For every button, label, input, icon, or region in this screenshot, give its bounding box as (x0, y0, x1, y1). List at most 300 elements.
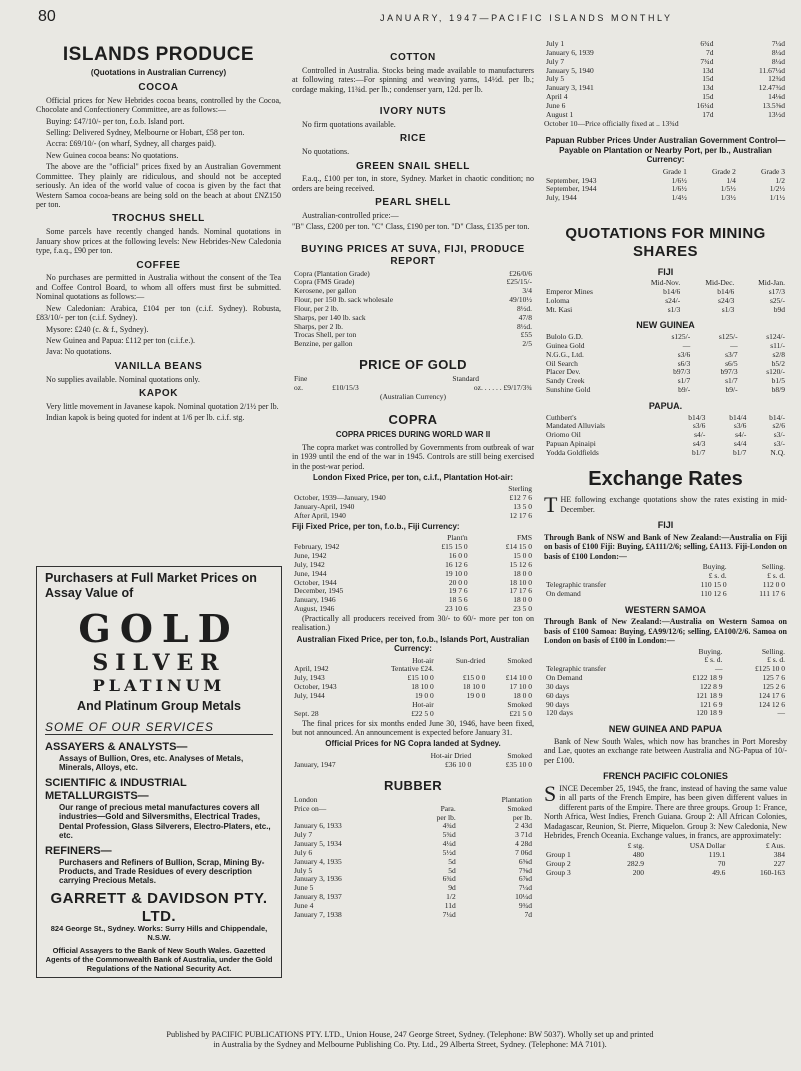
row-value: — (730, 340, 738, 350)
row-value: 5d (448, 865, 456, 875)
row-label: August, 1946 (294, 604, 335, 614)
ad-silver: SILVER (92, 650, 226, 677)
vanilla-heading: VANILLA BEANS (114, 360, 203, 372)
row-label: January 6, 1933 (294, 821, 342, 831)
pearl-classes: "B" Class, £200 per ton. "C" Class, £190 per ton. "D" Class, £135 per ton. (292, 222, 530, 232)
running-head: JANUARY, 1947—PACIFIC ISLANDS MONTHLY (380, 13, 673, 23)
fiji-copra-row (292, 543, 534, 552)
row-value: 9¾d (518, 901, 532, 910)
row-value: 8½d. (517, 303, 532, 313)
trochus-text: Some parcels have recently changed hands. Nominal quotations in January show prices at the following levels: New Hebrides-New Caledonia type, f.a.q., £90 per ton. (36, 227, 281, 256)
row-value: 23 10 6 (445, 604, 468, 614)
row-value: 9d (448, 883, 456, 893)
row-value: b5/2 (771, 358, 785, 368)
papuan-col-grade2: Grade 2 (711, 166, 736, 176)
row-label: July 7 (294, 830, 313, 840)
cocoa-text: Official prices for New Hebrides cocoa beans, controlled by the Cocoa, Chocolate and Confectionery Committee, are as follows:— (36, 95, 281, 115)
copra-text: The copra market was controlled by Governments from outbreak of war in 1939 until the end of the war in 1945. Controls are still being exercised in the post-war period. (292, 442, 534, 471)
row-label: Guinea Gold (546, 340, 585, 350)
row-label: After April, 1940 (294, 511, 346, 521)
row-value: 17d (702, 109, 714, 119)
row-label: Sharps, per 140 lb. sack (294, 312, 366, 322)
row-value: s17/3 (768, 286, 785, 296)
row-value: s25/- (770, 295, 785, 305)
aus-row2-hotair: £22 5 0 (411, 708, 434, 718)
row-value: N.Q. (770, 447, 785, 457)
coffee-mysore: Mysore: £240 (c. & f., Sydney). (46, 324, 149, 334)
row-value: b1/5 (771, 376, 785, 386)
row-value: £14 10 0 (505, 673, 532, 683)
franc-group-row (544, 860, 787, 869)
row-label: N.G.G., Ltd. (546, 349, 584, 359)
pearl-heading: PEARL SHELL (375, 197, 451, 209)
rubber-row (544, 102, 787, 111)
row-value: 120 18 9 (696, 708, 723, 718)
row-value: 14⅛d (768, 92, 785, 102)
row-value: 5½d (442, 847, 456, 857)
row-value: s1/3 (667, 304, 681, 314)
row-value: b14/6 (663, 286, 681, 296)
row-value: 7 06d (515, 847, 532, 857)
ex-fiji-units-buying: £ s. d. (708, 571, 727, 581)
page-header (0, 0, 801, 28)
rice-text: No quotations. (302, 147, 350, 157)
ng-copra-head: Official Prices for NG Copra landed at Sydney. (325, 739, 501, 749)
gold-standard-label: Standard (452, 374, 480, 384)
row-label: Mt. Kasi (546, 304, 573, 314)
ex-fpc-text: INCE December 25, 1945, the franc, instead of having the same value in all parts of the French Empire, has been given different values in different parts of the Empire. There are three groups. Group 1: France, North Africa, West Indies, French Guiana. Group 2: All African Colonies, Madagascar, Reunion, St. Pierre, Miquelon. Group 3: New Caledonia, New Hebrides, French Oceania. Exchange values, in francs, are approximately: (544, 783, 787, 840)
gold-fine-oz: oz. (294, 383, 303, 393)
ad-metallurgists-text: Our range of precious metal manufactures covers all industries—Gold and Silversmiths, Electrical Trades, Dental Profession, Glass Silverers, Electro-Platers, etc., etc. (59, 802, 271, 841)
kapok-text: Very little movement in Javanese kapok. Nominal quotation 2/1½ per lb. (46, 401, 279, 411)
row-value: 18 0 0 (513, 568, 532, 578)
fiji-col-fms: FMS (516, 533, 532, 543)
row-value: 1/1½ (769, 193, 785, 203)
row-label: July 6 (294, 847, 313, 857)
row-value: s11/- (770, 340, 785, 350)
ad-headline: Purchasers at Full Market Prices on Assay Value of (45, 571, 257, 600)
rubber-row (292, 875, 534, 884)
papuan-rubber-row (544, 194, 787, 203)
row-label: April 4 (546, 92, 568, 102)
suva-row (292, 340, 534, 349)
exchange-intro: HE following exchange quotations show the rates existing in mid-December. (560, 495, 787, 514)
row-value: 125 2 6 (762, 681, 785, 691)
row-value: £12 7 6 (509, 493, 532, 503)
papuan-rubber-head: Papuan Rubber Prices Under Australian Government Control—Payable on Plantation or Nearby Port, per lb., Australian Currency: (545, 136, 786, 165)
rubber-row (292, 822, 534, 831)
row-label: On Demand (546, 673, 583, 683)
row-value: 15d (702, 74, 714, 84)
cocoa-accra: Accra: £69/10/- (on wharf, Sydney, all charges paid). (46, 139, 216, 149)
ad-address: 824 George St., Sydney. Works: Surry Hills and Chippendale, N.S.W. (50, 924, 268, 943)
row-value: 18 0 0 (513, 595, 532, 605)
fpc-col-aus: £ Aus. (765, 841, 785, 851)
row-label: January 7, 1938 (294, 909, 342, 919)
fiji-copra-row (292, 561, 534, 570)
ex-fiji-col-buying: Buying. (702, 562, 727, 572)
coffee-ng-papua: New Guinea and Papua: £112 per ton (c.i.f.e.). (46, 335, 195, 345)
row-value: s3/- (773, 430, 785, 440)
row-value: 18 10 0 (509, 577, 532, 587)
row-value: £55 (520, 330, 532, 340)
row-value: 7¼d (442, 909, 456, 919)
row-value: 2 43d (515, 821, 532, 831)
copra-sub: COPRA PRICES DURING WORLD WAR II (335, 430, 491, 440)
row-label: Bulolo G.D. (546, 332, 583, 342)
rubber-row (544, 67, 787, 76)
cocoa-buying: Buying: £47/10/- per ton, f.o.b. Island port. (46, 116, 185, 126)
row-value: 17 17 6 (509, 586, 532, 596)
row-label: April, 1942 (294, 664, 329, 674)
row-value: 7⅝d (518, 865, 532, 875)
row-label: Flour, per 2 lb. (294, 303, 339, 313)
row-value: b14/4 (729, 412, 747, 422)
row-value: 8¼d (771, 47, 785, 57)
row-value: s24/3 (718, 295, 735, 305)
row-value: 1/6½ (671, 184, 687, 194)
row-value: £122 18 9 (692, 673, 723, 683)
copra-heading: COPRA (388, 411, 438, 427)
ng-row-hotair: £36 10 0 (444, 759, 472, 769)
row-value: 19 10 0 (445, 568, 468, 578)
row-value: 5¾d (442, 830, 456, 840)
mining-fiji-table (544, 279, 787, 314)
rubber-continued-table (544, 40, 787, 120)
cocoa-heading: COCOA (138, 81, 179, 93)
row-value: 160-163 (760, 867, 785, 877)
row-label: June, 1942 (294, 550, 327, 560)
row-value: 124 12 6 (758, 699, 785, 709)
row-value: 19 7 6 (448, 586, 468, 596)
london-head: London Fixed Price, per ton, c.i.f., Plantation Hot-air: (312, 473, 513, 483)
rubber-row (544, 84, 787, 93)
aus-copra-row (292, 683, 534, 692)
row-value: b14/- (769, 412, 785, 422)
row-label: January 5, 1940 (546, 65, 594, 75)
row-value: s3/7 (725, 349, 738, 359)
row-value: 6⅝d (518, 856, 532, 866)
row-value: s3/6 (733, 421, 747, 431)
row-label: 30 days (546, 681, 570, 691)
row-label: Group 3 (546, 867, 571, 877)
papuan-col-grade1: Grade 1 (662, 166, 687, 176)
row-value: 13 5 0 (513, 502, 532, 512)
aus-col2-hotair: Hot-air (412, 699, 434, 709)
row-label: Mandated Alluvials (546, 421, 605, 431)
row-label: Loloma (546, 295, 570, 305)
ivory-heading: IVORY NUTS (379, 106, 447, 118)
row-value: 1/5½ (720, 184, 736, 194)
mining-share-row (544, 297, 787, 306)
mining-col-dec: Mid-Dec. (705, 278, 735, 288)
row-label: June, 1944 (294, 568, 327, 578)
row-value: s6/5 (725, 358, 738, 368)
row-value: 282.9 (627, 859, 645, 869)
row-value: s3/6 (692, 421, 706, 431)
fiji-copra-row (292, 552, 534, 561)
cocoa-comment: The above are the "official" prices fixed by an Australian Government Committee. They plainly are ridiculous, and should not be accepted seriously. An idea of the world value of cocoa is given by the fact that Western Samoa cocoa-beans are being sold on the beach at about £NZ150 per ton. (36, 162, 281, 210)
ex-ws-heading: WESTERN SAMOA (625, 604, 706, 615)
mining-share-row (544, 449, 787, 458)
row-value: b97/3 (720, 367, 738, 377)
ex-fiji-text: Through Bank of NSW and Bank of New Zealand:—Australia on Fiji on basis of £100 Fiji: Buying, £A111/2/6; selling, £A113. Fiji-London on basis of £100 London:— (544, 532, 787, 561)
fiji-note: (Practically all producers received from 30/- to 60/- more per ton on realisation.) (292, 613, 534, 633)
ad-refiners-heading: REFINERS— (45, 844, 112, 857)
row-label: 120 days (546, 708, 573, 718)
rubber-row (292, 893, 534, 902)
row-value: b9d (773, 304, 785, 314)
ex-ngp-text: Bank of New South Wales, which now has branches in Port Moresby and Lae, quotes an exchange rate between Australia and NG-Papua of 10/- per £100. (544, 736, 787, 765)
row-value: s1/7 (725, 376, 738, 386)
coffee-heading: COFFEE (136, 259, 181, 271)
ex-fiji-heading: FIJI (657, 520, 674, 531)
row-label: Oriomo Oil (546, 430, 581, 440)
row-value: 19 0 0 (414, 691, 434, 701)
row-value: s1/7 (677, 376, 691, 386)
ng-col-smoked: Smoked (507, 750, 532, 760)
row-value: s1/3 (721, 304, 735, 314)
drop-cap-t: T (544, 492, 558, 518)
row-value: s2/8 (772, 349, 785, 359)
row-label: Cuthbert's (546, 412, 577, 422)
row-value: s124/- (766, 332, 785, 342)
rice-heading: RICE (399, 133, 427, 145)
row-value: Tentative £24. (390, 664, 434, 674)
mining-share-row (544, 386, 787, 395)
franc-group-row (544, 869, 787, 878)
exchange-row (544, 701, 787, 710)
row-value: £25/15/- (506, 277, 532, 287)
ex-ws-col-buying: Buying. (698, 646, 723, 656)
row-value: 49.6 (712, 867, 726, 877)
row-value: 1/2 (775, 175, 785, 185)
papuan-col-grade3: Grade 3 (761, 166, 785, 176)
row-value: 480 (632, 850, 645, 860)
row-label: January, 1946 (294, 595, 336, 605)
aus-fixed-table (292, 657, 534, 719)
row-value: 4¾d (442, 821, 456, 831)
row-label: January 3, 1941 (546, 83, 594, 93)
publisher-footer (60, 1030, 760, 1051)
row-value: b1/7 (733, 447, 747, 457)
row-value: £15 10 0 (407, 673, 434, 683)
footer-line-2: in Australia by the Sydney and Melbourne Publishing Co. Pty. Ltd., 29 Alberta Street, Sydney. (Telephone: MA 7101). (213, 1040, 607, 1050)
exchange-row (544, 683, 787, 692)
ad-gold: GOLD (78, 605, 240, 651)
row-value: £15 0 0 (462, 673, 486, 683)
row-label: December, 1945 (294, 586, 344, 596)
row-value: 4¼d (442, 839, 456, 849)
row-label: July, 1943 (294, 673, 325, 683)
ex-fpc-heading: FRENCH PACIFIC COLONIES (603, 771, 728, 782)
garrett-davidson-advertisement (36, 566, 282, 978)
ad-platinum-group: And Platinum Group Metals (77, 699, 241, 714)
row-value: b1/7 (692, 447, 706, 457)
row-value: 384 (773, 850, 785, 860)
row-value: — (714, 664, 723, 674)
ng-col-hotair: Hot-air Dried (430, 750, 472, 760)
cotton-heading: COTTON (390, 52, 436, 63)
ex-ws-text: Through Bank of New Zealand:—Australia on Western Samoa on basis of £100 Samoa: Buying, £A99/12/6; selling, £A100/2/6. Samoa on London on basis of £100 in London:— (544, 617, 787, 646)
row-value: — (682, 340, 691, 350)
column-middle (292, 48, 534, 920)
mining-fiji-label: FIJI (657, 266, 674, 277)
row-value: 7d (524, 909, 532, 919)
rubber-october-note: October 10—Price officially fixed at .. 13¾d (544, 118, 679, 128)
row-label: July, 1944 (546, 193, 577, 203)
rubber-col-london: London (294, 794, 318, 804)
row-label: Copra (FMS Grade) (294, 277, 355, 287)
aus-col-hotair: Hot-air (412, 655, 434, 665)
london-col: Sterling (508, 484, 532, 494)
gold-fine-value: £10/15/3 (332, 383, 359, 393)
row-label: Yodda Goldfields (546, 447, 599, 457)
row-label: 60 days (546, 690, 570, 700)
row-value: 6¾d (442, 874, 456, 884)
row-label: Placer Dev. (546, 367, 581, 377)
ad-refiners-text: Purchasers and Refiners of Bullion, Scrap, Mining By-Products, and Trade Residues of every description carrying Precious Metals. (59, 857, 265, 886)
aus-row2-smoked: £21 5 0 (509, 708, 532, 718)
row-value: 110 15 0 (700, 579, 727, 589)
ivory-text: No firm quotations available. (302, 119, 396, 129)
row-value: 124 17 6 (758, 690, 785, 700)
row-value: b8/9 (771, 385, 785, 395)
row-label: Group 2 (546, 859, 571, 869)
row-label: Emperor Mines (546, 286, 593, 296)
row-label: On demand (546, 588, 581, 598)
row-value: 2/5 (522, 339, 532, 349)
row-label: Kerosene, per gallon (294, 286, 357, 296)
ad-services-heading: SOME OF OUR SERVICES (45, 720, 273, 735)
row-label: July 5 (294, 865, 313, 875)
row-value: 121 6 9 (699, 699, 723, 709)
suva-heading: BUYING PRICES AT SUVA, FIJI, PRODUCE REPORT (301, 243, 525, 267)
row-label: July 1 (546, 39, 565, 48)
row-value: 7¼d (771, 39, 785, 48)
ex-ws-table (544, 648, 787, 719)
row-value: b9/- (725, 385, 738, 395)
row-label: Telegraphic transfer (546, 664, 607, 674)
row-value: — (777, 708, 785, 718)
cotton-text: Controlled in Australia. Stocks being made available to manufacturers at following rates:—For spinning and weaving yarns, 14½d. per lb.; cordage making, 11¾d. per lb.; condenser yarn, 12d. per lb. (292, 65, 534, 94)
rubber-row (544, 49, 787, 58)
row-value: £26/0/6 (509, 268, 532, 278)
kapok-indian: Indian kapok is being quoted for indent at 1/6 per lb. c.i.f. stg. (46, 413, 245, 423)
row-value: 12¾d (768, 74, 785, 84)
ad-assayers-heading: ASSAYERS & ANALYSTS— (45, 741, 188, 754)
row-value: 11.67¼d (759, 65, 785, 75)
row-label: Sunshine Gold (546, 385, 591, 395)
fiji-col-plantation: Plant'n (447, 533, 468, 543)
gold-price-table: Fine Standard oz. £10/15/3 oz. . . . . . £9/17/3¾ (294, 374, 532, 393)
row-value: 13d (702, 65, 714, 75)
aus-col-sundried: Sun-dried (455, 655, 486, 665)
vanilla-text: No supplies available. Nominal quotations only. (46, 374, 200, 384)
row-value: 121 18 9 (696, 690, 723, 700)
row-label: February, 1942 (294, 542, 340, 552)
row-label: July 7 (546, 56, 565, 66)
row-label: August 1 (546, 109, 574, 119)
row-value: £125 10 0 (755, 664, 785, 674)
row-value: s24/- (665, 295, 681, 305)
row-value: 122 8 9 (699, 681, 723, 691)
row-label: October, 1943 (294, 682, 337, 692)
row-value: 47/8 (518, 312, 532, 322)
snail-heading: GREEN SNAIL SHELL (356, 160, 470, 172)
ad-platinum: PLATINUM (92, 676, 226, 696)
gold-std-oz: oz. (473, 383, 483, 393)
row-value: 18 10 0 (462, 682, 486, 692)
ex-fiji-units-selling: £ s. d. (767, 571, 785, 581)
row-value: 49/10½ (509, 295, 532, 305)
ex-fiji-col-selling: Selling. (761, 562, 785, 572)
trochus-heading: TROCHUS SHELL (112, 213, 205, 225)
row-value: 18 5 6 (448, 595, 468, 605)
row-label: October, 1939—January, 1940 (294, 493, 386, 503)
row-label: January 3, 1936 (294, 874, 342, 884)
row-label: Copra (Plantation Grade) (294, 268, 370, 278)
ad-assayers-text: Assays of Bullion, Ores, etc. Analyses of Metals, Minerals, Alloys, etc. (59, 754, 244, 773)
row-label: January-April, 1940 (294, 502, 355, 512)
row-value: 17 10 0 (509, 682, 532, 692)
row-label: Group 1 (546, 850, 571, 860)
row-value: £14 15 0 (505, 542, 532, 552)
row-label: July, 1944 (294, 691, 325, 701)
aus-col2-smoked: Smoked (507, 699, 532, 709)
exchange-rates-title: Exchange Rates (588, 467, 743, 490)
exchange-row (544, 674, 787, 683)
ex-ws-units-selling: £ s. d. (767, 655, 785, 665)
row-value: s4/- (694, 430, 706, 440)
row-label: June 5 (294, 883, 314, 893)
row-value: 119.1 (708, 850, 726, 860)
rubber-col-plantation: Plantation (501, 794, 532, 804)
row-value: 13½d (768, 109, 785, 119)
row-value: s125/- (718, 332, 738, 342)
row-value: 15 12 6 (509, 559, 532, 569)
rubber-row (292, 911, 534, 920)
row-value: s3/6 (677, 349, 691, 359)
mining-ng-table (544, 333, 787, 395)
gold-std-value: £9/17/3¾ (503, 383, 532, 393)
row-label: January 5, 1934 (294, 839, 342, 849)
row-value: 112 0 0 (762, 579, 785, 589)
rubber-col-para-unit: per lb. (436, 812, 456, 822)
ex-fiji-table (544, 563, 787, 598)
page-number: 80 (38, 8, 56, 25)
mining-share-row (544, 351, 787, 360)
row-label: Oil Search (546, 358, 578, 368)
row-value: s3/- (773, 439, 785, 449)
row-value: b14/3 (688, 412, 706, 422)
mining-papua-label: PAPUA. (648, 401, 683, 411)
row-value: 1/4 (726, 175, 736, 185)
rubber-col-price-on: Price on— (294, 803, 327, 813)
row-value: 16¼d (696, 100, 714, 110)
rubber-heading: RUBBER (383, 777, 442, 793)
row-label: Flour, per 150 lb. sack wholesale (294, 295, 394, 305)
fiji-fixed-table (292, 534, 534, 614)
row-label: January 8, 1937 (294, 892, 342, 902)
papuan-rubber-row (544, 185, 787, 194)
kapok-heading: KAPOK (138, 388, 179, 400)
snail-text: F.a.q., £100 per ton, in store, Sydney. Market in chaotic condition; no orders are being received. (292, 174, 534, 193)
row-label: September, 1943 (546, 175, 597, 185)
aus-note: The final prices for six months ended June 30, 1946, have been fixed, but not announced. An announcement is expected before January 31. (292, 718, 534, 737)
row-value: b97/3 (673, 367, 691, 377)
london-row (292, 512, 534, 521)
